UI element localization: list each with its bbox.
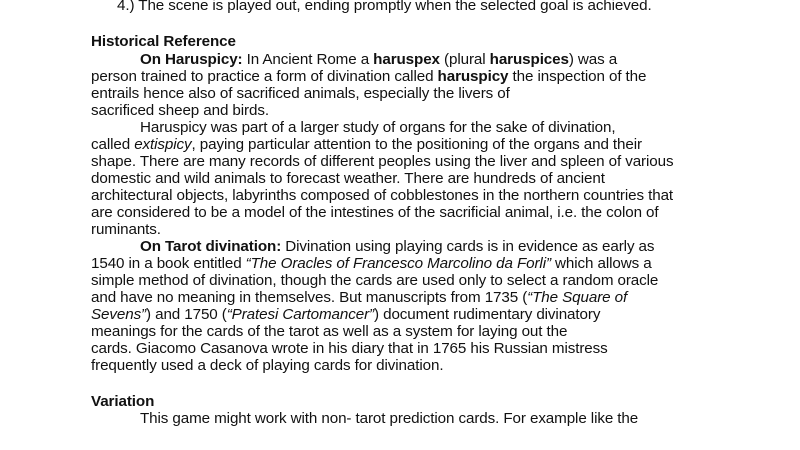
tarot-paragraph-line-4	[91, 289, 627, 306]
text-run: ) was a	[568, 51, 618, 68]
tarot-paragraph-line-7	[91, 340, 608, 357]
haruspicy-lead: On Haruspicy:	[140, 51, 243, 68]
tarot-paragraph-line-6: meanings for the cards of the tarot as well as a system for laying out the	[91, 323, 568, 340]
extispicy-paragraph-line-1: Haruspicy was part of a larger study of organs for the sake of divination,	[140, 119, 616, 136]
text-run: ) document rudimentary divinatory	[374, 306, 601, 323]
text-run: wrote in his diary that in 1765 his	[267, 340, 494, 357]
name-giacomo-casanova: Giacomo Casanova	[135, 340, 268, 357]
text-run: (plural	[439, 51, 490, 68]
extispicy-paragraph-line-5: architectural objects, labyrinths composed of cobblestones in the northern countries that	[91, 187, 674, 204]
term-haruspex: haruspex	[373, 51, 440, 68]
tarot-lead: On Tarot divination:	[140, 238, 282, 255]
tarot-paragraph-line-5	[91, 306, 600, 323]
haruspicy-paragraph-line-1	[140, 51, 617, 68]
text-run: and have no meaning in themselves. But manuscripts from 1735 (	[91, 289, 528, 306]
text-run: Divination using playing cards is in evidence as early as	[281, 238, 655, 255]
tarot-paragraph-line-8: frequently used a deck of playing cards for divination.	[91, 357, 444, 374]
haruspicy-paragraph-line-2	[91, 68, 646, 85]
manuscript-title-pratesi-cartomancer: “Pratesi Cartomancer”	[226, 306, 375, 323]
term-haruspicy: haruspicy	[437, 68, 509, 85]
text-run: called	[91, 136, 135, 153]
tarot-paragraph-line-1	[140, 238, 654, 255]
text-run: cards.	[91, 340, 136, 357]
variation-heading: Variation	[91, 393, 155, 410]
book-title-oracles: “The Oracles of Francesco Marcolino da Forli”	[245, 255, 551, 272]
text-run: the inspection of the	[508, 68, 647, 85]
term-haruspices: haruspices	[489, 51, 569, 68]
historical-reference-heading: Historical Reference	[91, 33, 236, 50]
term-extispicy: extispicy	[134, 136, 192, 153]
extispicy-paragraph-line-7: ruminants.	[91, 221, 161, 238]
haruspicy-paragraph-line-4: sacrificed sheep and birds.	[91, 102, 269, 119]
text-run: , paying particular attention to the positioning of the organs and their	[191, 136, 642, 153]
text-run: person trained to practice a form of divination called	[91, 68, 438, 85]
extispicy-paragraph-line-3: shape. There are many records of different peoples using the liver and spleen of various	[91, 153, 674, 170]
extispicy-paragraph-line-2	[91, 136, 642, 153]
list-item-4: 4.) The scene is played out, ending promptly when the selected goal is achieved.	[117, 0, 652, 14]
extispicy-paragraph-line-6: are considered to be a model of the intestines of the sacrificial animal, i.e. the colon of	[91, 204, 659, 221]
manuscript-title-square-of-sevens-end: Sevens”	[91, 306, 147, 323]
text-run: mistress	[547, 340, 608, 357]
text-run: In Ancient Rome a	[242, 51, 374, 68]
word-russian: Russian	[493, 340, 548, 357]
tarot-paragraph-line-2	[91, 255, 652, 272]
haruspicy-paragraph-line-3: entrails hence also of sacrificed animals, especially the livers of	[91, 85, 510, 102]
variation-paragraph-line-1: This game might work with non- tarot prediction cards. For example like the	[140, 410, 639, 427]
text-run: 1540 in a book entitled	[91, 255, 246, 272]
text-run: ) and 1750 (	[146, 306, 227, 323]
manuscript-title-square-of-sevens: “The Square of	[527, 289, 628, 306]
text-run: which allows a	[550, 255, 652, 272]
tarot-paragraph-line-3: simple method of divination, though the cards are used only to select a random oracle	[91, 272, 659, 289]
extispicy-paragraph-line-4: domestic and wild animals to forecast weather. There are hundreds of ancient	[91, 170, 605, 187]
